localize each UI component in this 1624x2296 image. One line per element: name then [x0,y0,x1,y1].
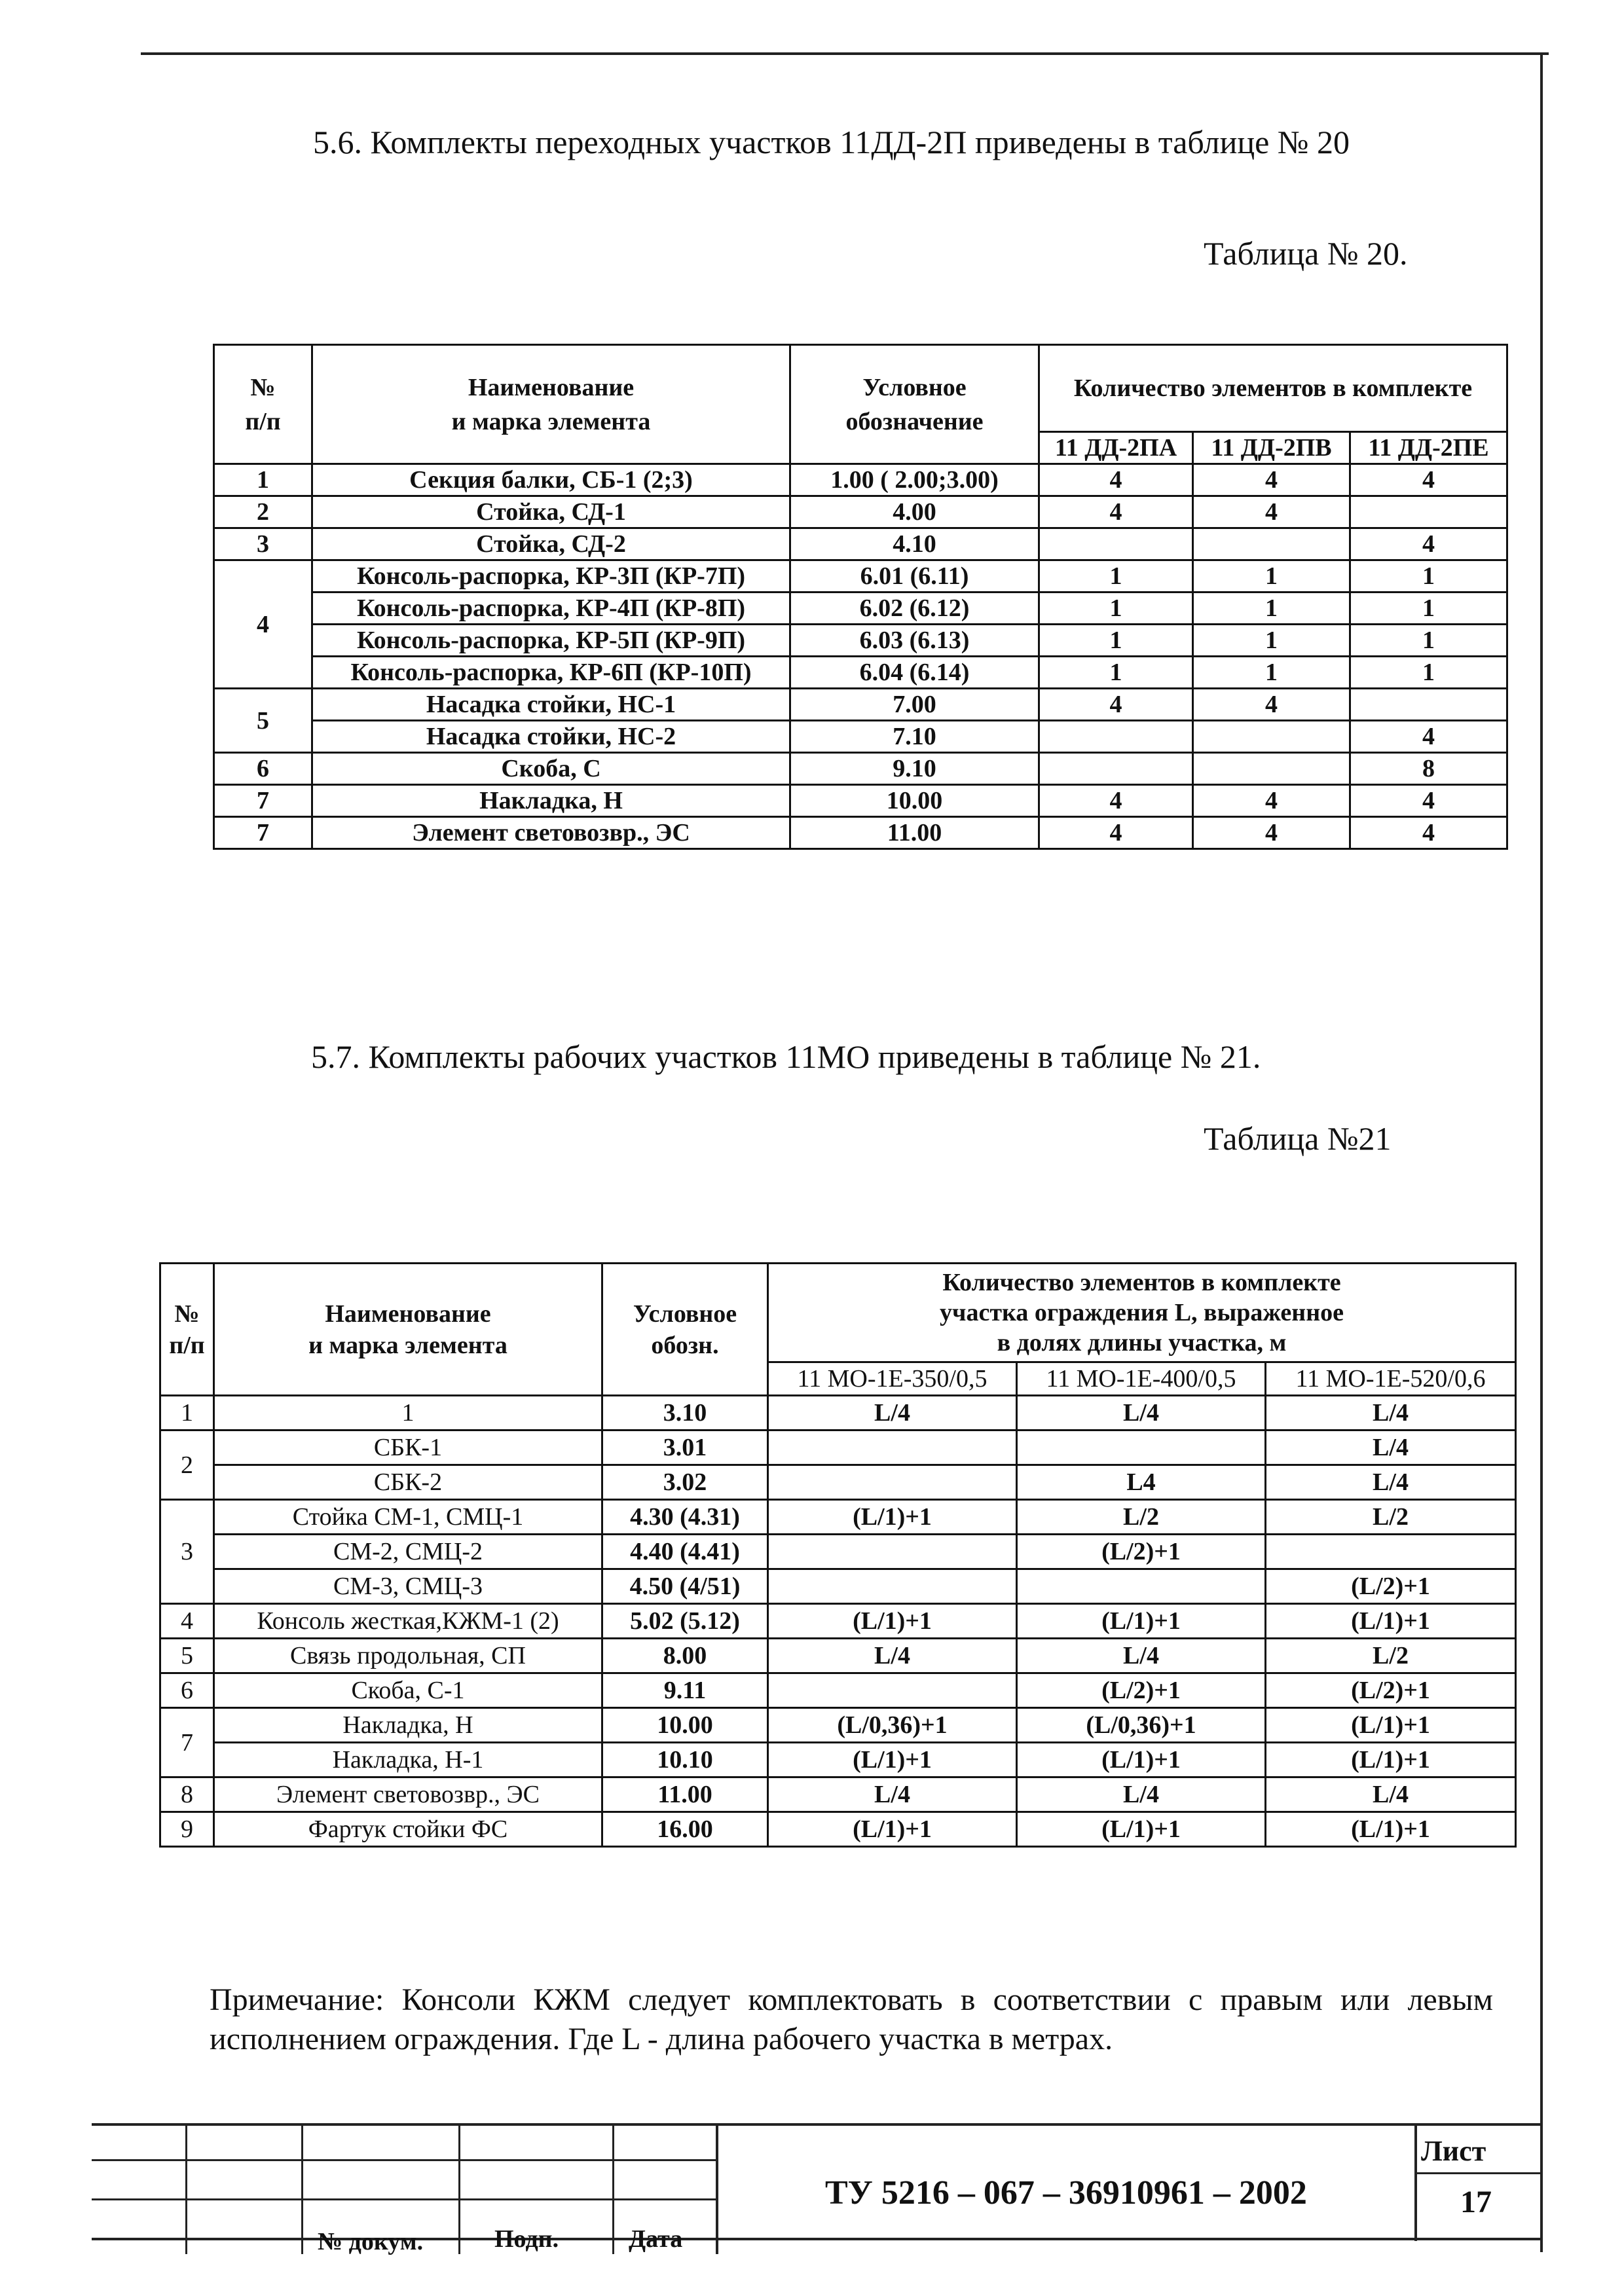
cell-qty-b: (L/1)+1 [1017,1604,1266,1639]
table-row [160,1569,1516,1604]
t21-header-qty: Количество элементов в комплекте участка ограждения L, выраженное в долях длины участка, м [768,1264,1516,1362]
title-block-vline [301,2123,303,2254]
cell-code: 3.02 [602,1465,768,1500]
cell-num: 3 [214,528,312,560]
cell-qty-c [1350,496,1507,528]
cell-qty-c: L/4 [1266,1396,1516,1430]
cell-name: Элемент световозвр., ЭС [312,817,790,849]
table-21 [159,1262,1517,1848]
cell-qty-b: (L/0,36)+1 [1017,1708,1266,1743]
t20-header-col-a: 11 ДД-2ПА [1039,432,1193,464]
table-row [214,496,1507,528]
cell-qty-b: 4 [1193,496,1350,528]
cell-code: 6.04 (6.14) [790,657,1039,689]
cell-qty-b: L/4 [1017,1396,1266,1430]
cell-qty-a: (L/1)+1 [768,1743,1017,1777]
cell-code: 7.00 [790,689,1039,721]
cell-name: Накладка, Н [312,785,790,817]
cell-name: СБК-2 [214,1465,602,1500]
t21-header-col-c: 11 МО-1Е-520/0,6 [1266,1362,1516,1396]
t21-header-col-a: 11 МО-1Е-350/0,5 [768,1362,1017,1396]
cell-num: 7 [214,817,312,849]
cell-code: 4.50 (4/51) [602,1569,768,1604]
t21-header-name: Наименование и марка элемента [214,1264,602,1396]
t20-header-col-c: 11 ДД-2ПЕ [1350,432,1507,464]
cell-qty-c: L/2 [1266,1639,1516,1673]
cell-qty-c: L/4 [1266,1430,1516,1465]
cell-qty-b: (L/1)+1 [1017,1812,1266,1847]
table-row [160,1743,1516,1777]
cell-code: 1.00 ( 2.00;3.00) [790,464,1039,496]
table-row [160,1535,1516,1569]
cell-code: 10.00 [790,785,1039,817]
cell-qty-c: (L/2)+1 [1266,1569,1516,1604]
title-block-vline [185,2123,187,2254]
cell-code: 7.10 [790,721,1039,753]
cell-name: Консоль-распорка, КР-3П (КР-7П) [312,560,790,592]
document-code: ТУ 5216 – 067 – 36910961 – 2002 [825,2174,1307,2212]
cell-qty-a [768,1430,1017,1465]
cell-qty-c: 4 [1350,785,1507,817]
cell-num: 1 [160,1396,214,1430]
table-row [214,721,1507,753]
cell-qty-c: 1 [1350,592,1507,625]
cell-code: 4.00 [790,496,1039,528]
cell-qty-c: (L/1)+1 [1266,1604,1516,1639]
cell-name: Скоба, С [312,753,790,785]
cell-qty-b [1017,1569,1266,1604]
cell-qty-c: (L/2)+1 [1266,1673,1516,1708]
title-block-vline [716,2123,718,2254]
cell-qty-a: (L/1)+1 [768,1500,1017,1535]
cell-qty-a: 1 [1039,560,1193,592]
t20-header-num: № п/п [214,345,312,464]
cell-qty-a: 4 [1039,496,1193,528]
cell-num: 3 [160,1500,214,1604]
cell-qty-b: 4 [1193,464,1350,496]
cell-qty-a: L/4 [768,1639,1017,1673]
cell-num: 4 [160,1604,214,1639]
table-row [160,1777,1516,1812]
cell-qty-c: 4 [1350,817,1507,849]
t21-header-col-b: 11 МО-1Е-400/0,5 [1017,1362,1266,1396]
cell-qty-b: L/4 [1017,1639,1266,1673]
cell-qty-c: (L/1)+1 [1266,1743,1516,1777]
cell-qty-b: 1 [1193,657,1350,689]
cell-qty-a [1039,753,1193,785]
title-block-vline [1414,2123,1417,2241]
cell-num: 9 [160,1812,214,1847]
cell-name: Консоль-распорка, КР-5П (КР-9П) [312,625,790,657]
cell-name: СМ-3, СМЦ-3 [214,1569,602,1604]
cell-qty-b: 1 [1193,625,1350,657]
sheet-number: 17 [1460,2185,1492,2219]
cell-num: 5 [214,689,312,753]
table-row [214,528,1507,560]
cell-code: 11.00 [602,1777,768,1812]
cell-qty-c: L/2 [1266,1500,1516,1535]
cell-name: Фартук стойки ФС [214,1812,602,1847]
cell-code: 3.01 [602,1430,768,1465]
cell-num: 2 [214,496,312,528]
cell-name: Секция балки, СБ-1 (2;3) [312,464,790,496]
cell-name: Элемент световозвр., ЭС [214,1777,602,1812]
table-row [214,785,1507,817]
t20-header-name: Наименование и марка элемента [312,345,790,464]
cell-qty-c: 4 [1350,721,1507,753]
cell-qty-a: L/4 [768,1777,1017,1812]
cell-qty-c: L/4 [1266,1465,1516,1500]
cell-qty-b: 4 [1193,689,1350,721]
cell-qty-b: 4 [1193,817,1350,849]
t20-header-qty: Количество элементов в комплекте [1039,345,1507,432]
table-row [160,1604,1516,1639]
cell-qty-b: L4 [1017,1465,1266,1500]
title-block-col-date: Дата [629,2225,683,2253]
cell-name: Накладка, Н [214,1708,602,1743]
cell-code: 6.03 (6.13) [790,625,1039,657]
cell-name: Консоль-распорка, КР-6П (КР-10П) [312,657,790,689]
cell-qty-c: 1 [1350,657,1507,689]
cell-qty-a [1039,528,1193,560]
cell-qty-b: 1 [1193,592,1350,625]
title-block-col-sign: Подп. [494,2225,559,2253]
cell-code: 3.10 [602,1396,768,1430]
table-row [214,689,1507,721]
cell-name: Стойка СМ-1, СМЦ-1 [214,1500,602,1535]
cell-qty-b [1017,1430,1266,1465]
cell-qty-a: 4 [1039,785,1193,817]
table-21-caption: Таблица №21 [1204,1120,1392,1157]
page-frame-top [141,52,1549,55]
cell-code: 8.00 [602,1639,768,1673]
table-row [214,592,1507,625]
cell-code: 10.00 [602,1708,768,1743]
table-row [214,464,1507,496]
cell-code: 6.02 (6.12) [790,592,1039,625]
title-block-vline [612,2123,614,2254]
cell-qty-a: 4 [1039,817,1193,849]
table-20-caption: Таблица № 20. [1204,235,1408,272]
cell-qty-c: 4 [1350,464,1507,496]
cell-code: 6.01 (6.11) [790,560,1039,592]
cell-code: 5.02 (5.12) [602,1604,768,1639]
cell-code: 4.40 (4.41) [602,1535,768,1569]
table-row [160,1396,1516,1430]
cell-code: 10.10 [602,1743,768,1777]
t20-header-code: Условное обозначение [790,345,1039,464]
cell-name: Скоба, С-1 [214,1673,602,1708]
table-row [160,1639,1516,1673]
cell-code: 9.11 [602,1673,768,1708]
cell-qty-a: L/4 [768,1396,1017,1430]
t21-header-code: Условное обозн. [602,1264,768,1396]
cell-num: 8 [160,1777,214,1812]
cell-name: Связь продольная, СП [214,1639,602,1673]
cell-num: 7 [160,1708,214,1777]
cell-qty-b [1193,528,1350,560]
cell-name: Накладка, Н-1 [214,1743,602,1777]
section-5-7-heading: 5.7. Комплекты рабочих участков 11МО приведены в таблице № 21. [311,1038,1261,1075]
cell-qty-b [1193,753,1350,785]
cell-code: 16.00 [602,1812,768,1847]
cell-qty-b: (L/1)+1 [1017,1743,1266,1777]
table-row [160,1500,1516,1535]
cell-name: Насадка стойки, НС-1 [312,689,790,721]
note-paragraph: Примечание: Консоли КЖМ следует комплектовать в соответствии с правым или левым исполнением ограждения. Где L - длина рабочего участка в метрах. [210,1982,1493,2056]
cell-name: СБК-1 [214,1430,602,1465]
cell-code: 4.30 (4.31) [602,1500,768,1535]
cell-qty-c: 4 [1350,528,1507,560]
cell-qty-c [1350,689,1507,721]
title-block-vline [458,2123,460,2254]
table-20 [213,344,1508,850]
title-block-sheet-line [1414,2172,1542,2174]
cell-qty-a [768,1569,1017,1604]
cell-name: Консоль жесткая,КЖМ-1 (2) [214,1604,602,1639]
cell-qty-c [1266,1535,1516,1569]
table-row [214,817,1507,849]
cell-name: Стойка, СД-2 [312,528,790,560]
cell-name: 1 [214,1396,602,1430]
table-row [214,753,1507,785]
cell-qty-c: 1 [1350,560,1507,592]
cell-name: Стойка, СД-1 [312,496,790,528]
table-row [160,1673,1516,1708]
cell-qty-a: (L/1)+1 [768,1812,1017,1847]
cell-num: 2 [160,1430,214,1500]
cell-code: 4.10 [790,528,1039,560]
cell-qty-a: 1 [1039,625,1193,657]
cell-qty-a [768,1535,1017,1569]
title-block-bottom-line [92,2238,1542,2240]
cell-qty-a: 1 [1039,657,1193,689]
cell-name: Консоль-распорка, КР-4П (КР-8П) [312,592,790,625]
cell-qty-b: (L/2)+1 [1017,1673,1266,1708]
cell-name: Насадка стойки, НС-2 [312,721,790,753]
cell-num: 4 [214,560,312,689]
t21-header-num: № п/п [160,1264,214,1396]
title-block-col-doc: № докум. [318,2228,424,2255]
cell-qty-a: (L/0,36)+1 [768,1708,1017,1743]
cell-qty-b: 4 [1193,785,1350,817]
cell-code: 9.10 [790,753,1039,785]
cell-code: 11.00 [790,817,1039,849]
cell-qty-a: (L/1)+1 [768,1604,1017,1639]
table-row [214,625,1507,657]
cell-name: СМ-2, СМЦ-2 [214,1535,602,1569]
title-block-top-line [92,2123,1542,2126]
cell-qty-b: L/2 [1017,1500,1266,1535]
cell-qty-a: 4 [1039,689,1193,721]
cell-qty-a [768,1465,1017,1500]
cell-qty-a [768,1673,1017,1708]
table-row [160,1708,1516,1743]
t20-header-col-b: 11 ДД-2ПВ [1193,432,1350,464]
page-frame-right [1540,52,1543,2252]
cell-qty-b: (L/2)+1 [1017,1535,1266,1569]
section-5-6-heading: 5.6. Комплекты переходных участков 11ДД-2П приведены в таблице № 20 [313,124,1350,160]
cell-num: 6 [160,1673,214,1708]
cell-num: 1 [214,464,312,496]
cell-num: 7 [214,785,312,817]
cell-num: 6 [214,753,312,785]
cell-qty-b [1193,721,1350,753]
cell-qty-a [1039,721,1193,753]
cell-qty-a: 1 [1039,592,1193,625]
sheet-label: Лист [1421,2135,1486,2167]
table-row [214,657,1507,689]
cell-qty-c: (L/1)+1 [1266,1812,1516,1847]
cell-qty-c: 1 [1350,625,1507,657]
cell-qty-c: L/4 [1266,1777,1516,1812]
cell-qty-c: (L/1)+1 [1266,1708,1516,1743]
table-row [160,1430,1516,1465]
table-row [214,560,1507,592]
cell-qty-b: 1 [1193,560,1350,592]
cell-qty-b: L/4 [1017,1777,1266,1812]
table-row [160,1465,1516,1500]
cell-num: 5 [160,1639,214,1673]
cell-qty-a: 4 [1039,464,1193,496]
table-row [160,1812,1516,1847]
cell-qty-c: 8 [1350,753,1507,785]
